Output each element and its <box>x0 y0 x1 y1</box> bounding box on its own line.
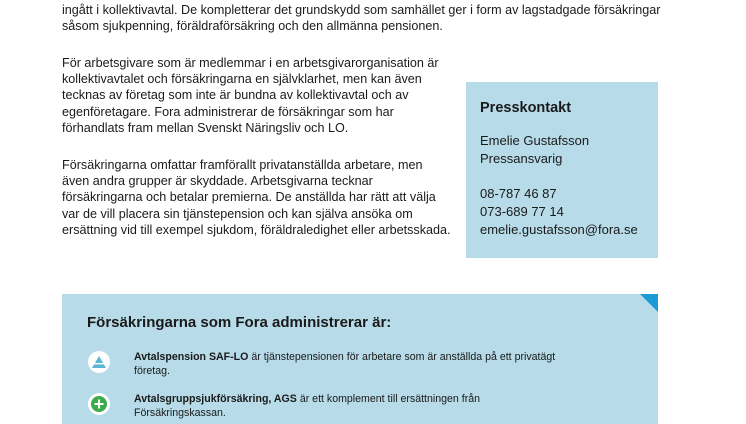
insurance-item-desc: är tjänstepensionen för arbetare som är anställda på ett privatägt företag. <box>134 351 556 377</box>
pension-icon <box>88 351 110 373</box>
plus-icon <box>88 393 110 415</box>
contact-name: Emelie Gustafsson <box>480 133 590 148</box>
press-contact-box <box>466 82 658 258</box>
press-contact-title: Presskontakt <box>480 100 572 116</box>
contact-email-link[interactable]: emelie.gustafsson@fora.se <box>480 222 638 237</box>
contact-phone-office[interactable]: 08-787 46 87 <box>480 186 557 201</box>
corner-accent-triangle <box>640 294 658 312</box>
intro-paragraph-coverage: Försäkringarna omfattar framförallt privatanställda arbetare, men även andra grupper är skyddade. Arbetsgivarna tecknar försäkringarna och betalar premierna. De anställda har rätt att välja var de vill placera sin tjänstepension och kan själva ansöka om ersättning vid till exempel sjukdom, föräldraledighet eller arbetsskada. <box>62 158 451 237</box>
intro-paragraph-top: ingått i kollektivavtal. De kompletterar det grundskydd som samhället ger i form av lagstadgade försäkringar såsom sjukpenning, föräldraförsäkring och den allmänna pensionen. <box>62 3 661 34</box>
administered-insurances-title: Försäkringarna som Fora administrerar är: <box>87 314 392 331</box>
intro-paragraph-employers: För arbetsgivare som är medlemmar i en arbetsgivarorganisation är kollektivavtalet och försäkringarna en självklarhet, men kan även tecknas av företag som inte är bundna av kollektivavtal och av egenföretagare. Fora administrerar de försäkringar som har förhandlats fram mellan Svenskt Näringsliv och LO. <box>62 56 439 135</box>
insurance-item-name: Avtalsgruppsjukförsäkring, AGS <box>134 393 297 405</box>
insurance-item-desc: är ett komplement till ersättningen från Försäkringskassan. <box>134 393 480 419</box>
insurance-item-name: Avtalspension SAF-LO <box>134 351 249 363</box>
administered-insurances-box <box>62 294 658 424</box>
contact-role: Pressansvarig <box>480 151 563 166</box>
contact-phone-mobile[interactable]: 073-689 77 14 <box>480 204 564 219</box>
